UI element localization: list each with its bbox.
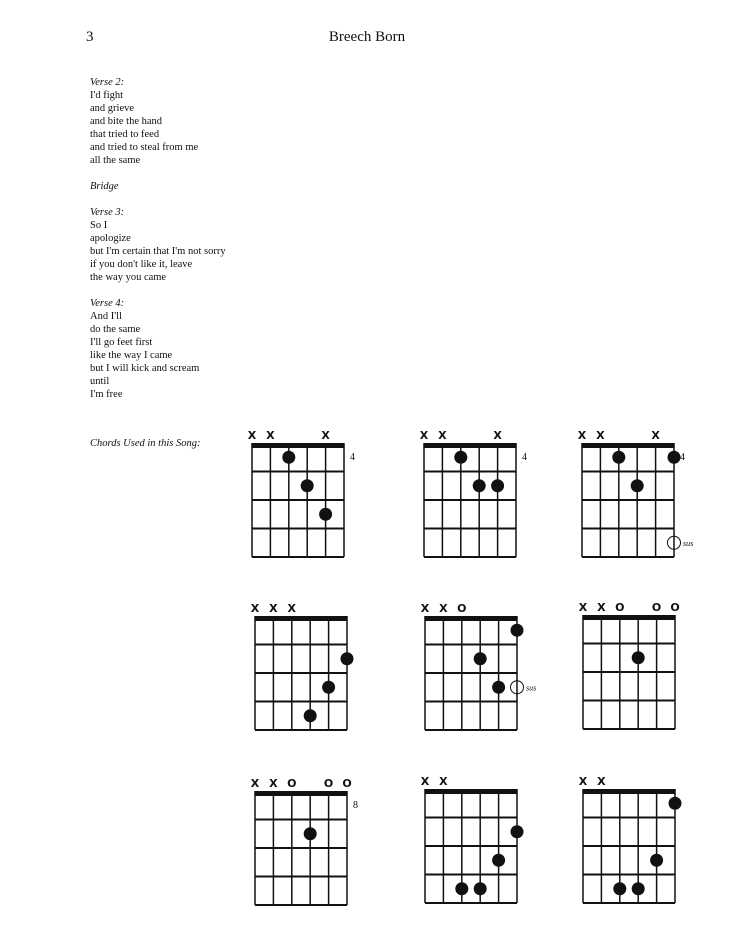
muted-string-marker: X <box>247 429 257 442</box>
chord-diagram <box>414 425 546 569</box>
lyric-line: until <box>90 376 110 387</box>
muted-string-marker: X <box>597 601 606 614</box>
finger-dot <box>454 451 467 464</box>
finger-dot <box>492 854 505 867</box>
lyric-line: And I'll <box>90 311 122 322</box>
nut <box>425 789 517 794</box>
finger-dot <box>341 652 354 665</box>
lyric-line: I'll go feet first <box>90 337 153 348</box>
section-label: Verse 3: <box>90 207 125 218</box>
chord-diagram <box>415 771 547 915</box>
lyric-line: the way you came <box>90 272 167 283</box>
finger-dot <box>612 451 625 464</box>
lyric-line: I'm free <box>90 389 123 400</box>
chords-label: Chords Used in this Song: <box>90 438 201 449</box>
muted-string-marker: X <box>269 777 278 790</box>
muted-string-marker: X <box>250 777 260 790</box>
chord-diagram <box>572 425 704 569</box>
chord-diagram <box>242 425 374 569</box>
finger-dot <box>301 479 314 492</box>
lyric-line: do the same <box>90 324 141 335</box>
nut <box>425 616 517 621</box>
muted-string-marker: X <box>596 429 605 442</box>
nut <box>252 443 344 448</box>
finger-dot <box>474 652 487 665</box>
section-label: Verse 4: <box>90 298 125 309</box>
muted-string-marker: X <box>578 775 588 788</box>
finger-dot <box>632 651 645 664</box>
chord-diagram <box>245 598 377 742</box>
muted-string-marker: X <box>439 602 448 615</box>
finger-dot <box>474 882 487 895</box>
muted-string-marker: X <box>321 429 330 442</box>
muted-string-marker: X <box>493 429 502 442</box>
lyric-line: but I will kick and scream <box>90 363 200 374</box>
open-string-marker: O <box>287 777 297 790</box>
lyric-line: apologize <box>90 233 131 244</box>
lyric-line: if you don't like it, leave <box>90 259 193 270</box>
finger-dot <box>491 479 504 492</box>
muted-string-marker: X <box>250 602 260 615</box>
nut <box>583 789 675 794</box>
chord-diagram <box>415 598 547 742</box>
muted-string-marker: X <box>420 775 430 788</box>
lyric-line: I'd fight <box>90 90 124 101</box>
section-label: Verse 2: <box>90 77 125 88</box>
lyrics-block <box>90 76 350 401</box>
finger-dot <box>511 624 524 637</box>
finger-dot <box>632 882 645 895</box>
lyric-line: all the same <box>90 155 141 166</box>
muted-string-marker: X <box>266 429 275 442</box>
lyric-line: and tried to steal from me <box>90 142 199 153</box>
nut <box>255 616 347 621</box>
finger-dot <box>304 827 317 840</box>
finger-dot <box>282 451 295 464</box>
page-number: 3 <box>86 29 94 45</box>
finger-dot <box>304 709 317 722</box>
finger-dot <box>650 854 663 867</box>
song-title: Breech Born <box>328 29 406 45</box>
finger-dot <box>322 681 335 694</box>
nut <box>583 615 675 620</box>
muted-string-marker: X <box>597 775 606 788</box>
open-string-marker: O <box>651 601 662 614</box>
finger-dot <box>511 825 524 838</box>
sus-label: sus <box>683 538 694 548</box>
open-string-marker: O <box>615 601 625 614</box>
muted-string-marker: X <box>420 602 430 615</box>
nut <box>424 443 516 448</box>
sus-label: sus <box>526 683 537 693</box>
finger-dot <box>319 508 332 521</box>
lyric-line: like the way I came <box>90 350 173 361</box>
lyric-line: that tried to feed <box>90 129 160 140</box>
fret-number: 4 <box>350 452 355 464</box>
open-string-marker: O <box>323 777 334 790</box>
muted-string-marker: X <box>651 429 660 442</box>
nut <box>582 443 674 448</box>
lyric-line: So I <box>90 220 108 231</box>
muted-string-marker: X <box>577 429 587 442</box>
finger-dot <box>473 479 486 492</box>
muted-string-marker: X <box>578 601 588 614</box>
muted-string-marker: X <box>438 429 447 442</box>
chord-diagram <box>245 773 377 917</box>
muted-string-marker: X <box>439 775 448 788</box>
chord-diagram <box>573 771 705 915</box>
fret-number: 4 <box>680 452 685 464</box>
muted-string-marker: X <box>269 602 278 615</box>
finger-dot <box>631 479 644 492</box>
fret-number: 4 <box>522 452 527 464</box>
finger-dot <box>613 882 626 895</box>
chord-diagram <box>573 597 705 741</box>
lyric-line: but I'm certain that I'm not sorry <box>90 246 226 257</box>
lyric-line: and grieve <box>90 103 135 114</box>
nut <box>255 791 347 796</box>
finger-dot <box>668 451 681 464</box>
open-string-marker: O <box>670 601 680 614</box>
finger-dot <box>669 797 682 810</box>
open-string-marker: O <box>457 602 467 615</box>
lyric-line: and bite the hand <box>90 116 163 127</box>
finger-dot <box>492 681 505 694</box>
open-string-marker: O <box>342 777 352 790</box>
fret-number: 8 <box>353 800 358 812</box>
finger-dot <box>455 882 468 895</box>
muted-string-marker: X <box>287 602 297 615</box>
section-label: Bridge <box>90 181 119 192</box>
muted-string-marker: X <box>419 429 429 442</box>
